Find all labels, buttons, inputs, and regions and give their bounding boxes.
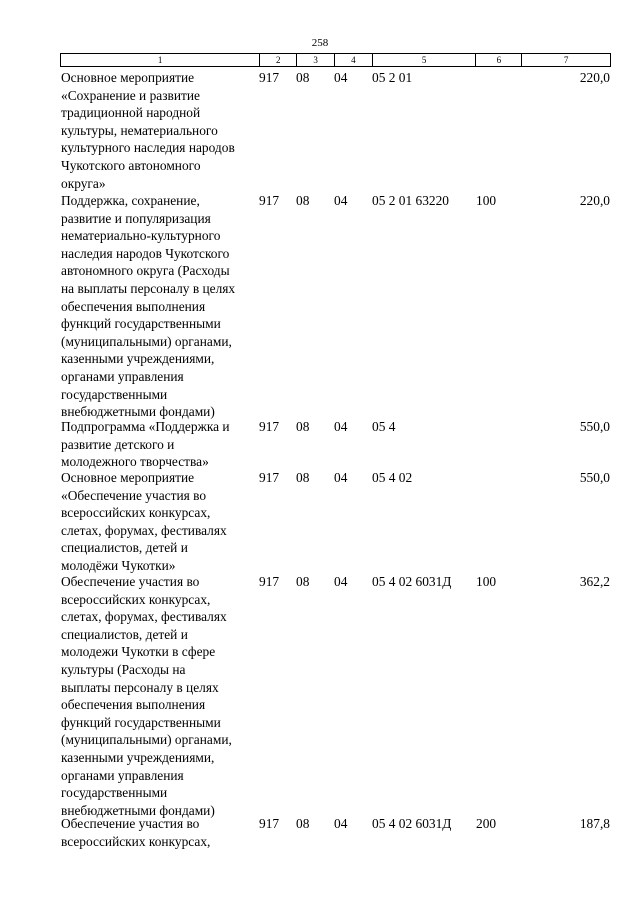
header-col-2: 2 [259, 54, 296, 66]
name-line: культуры (Расходы на [61, 661, 186, 677]
table-header [60, 53, 611, 67]
row-amount: 550,0 [579, 470, 610, 485]
name-line: молодежи Чукотки в сфере [61, 644, 216, 660]
name-line: выплаты персоналу в целях [61, 679, 219, 695]
row-code-3: 08 [296, 70, 310, 85]
name-line: традиционной народной [61, 105, 201, 121]
row-amount: 550,0 [579, 419, 610, 434]
row-name [60, 573, 259, 819]
header-col-7: 7 [521, 54, 610, 66]
row-code-6 [476, 469, 522, 575]
table-row [60, 69, 611, 192]
name-line: органами управления [61, 368, 184, 384]
name-line: обеспечения выполнения [61, 298, 206, 314]
name-line: специалистов, детей и [61, 626, 188, 642]
header-col-4: 4 [334, 54, 372, 66]
name-line: «Сохранение и развитие [61, 87, 200, 103]
name-line: наследия народов Чукотского [61, 245, 230, 261]
table-row [60, 418, 611, 471]
name-line: (муниципальными) органами, [61, 732, 232, 748]
name-line: обеспечения выполнения [61, 697, 206, 713]
name-line: внебюджетными фондами) [61, 802, 215, 818]
name-line: Поддержка, сохранение, [61, 193, 200, 208]
name-line: Основное мероприятие [61, 470, 195, 485]
name-line: молодежного творчества» [61, 454, 209, 470]
name-line: государственными [61, 785, 168, 801]
row-code-3: 08 [296, 816, 310, 831]
name-line: казенными учреждениями, [61, 749, 215, 765]
row-code-2: 917 [259, 816, 280, 831]
name-line: культуры, нематериального [61, 122, 218, 138]
name-line: слетах, форумах, фестивалях [61, 522, 227, 538]
row-amount: 220,0 [579, 70, 610, 85]
table-row [60, 573, 611, 819]
header-col-3: 3 [296, 54, 334, 66]
name-line: молодёжи Чукотки» [61, 557, 176, 573]
name-line: нематериально-культурного [61, 228, 221, 244]
name-line: Основное мероприятие [61, 70, 195, 85]
name-line: автономного округа (Расходы [61, 263, 230, 279]
row-name [60, 418, 259, 471]
name-line: Обеспечение участия во [61, 574, 200, 589]
header-col-1: 1 [157, 55, 163, 65]
name-line: округа» [61, 175, 106, 191]
row-amount: 220,0 [579, 193, 610, 208]
name-line: функций государственными [61, 316, 221, 332]
row-code-5: 05 2 01 63220 [372, 193, 449, 208]
name-line: функций государственными [61, 714, 221, 730]
row-code-2: 917 [259, 419, 280, 434]
page-number: 258 [311, 37, 329, 49]
table-row [60, 815, 611, 850]
name-line: культурного наследия народов [61, 140, 235, 156]
table-row [60, 192, 611, 421]
row-code-6 [476, 418, 522, 471]
row-code-3: 08 [296, 574, 310, 589]
row-code-4: 04 [334, 816, 348, 831]
row-code-3: 08 [296, 419, 310, 434]
name-line: Чукотского автономного [61, 157, 201, 173]
name-line: слетах, форумах, фестивалях [61, 609, 227, 625]
row-code-5: 05 4 02 6031Д [372, 574, 452, 589]
row-name [60, 469, 259, 575]
name-line: органами управления [61, 767, 184, 783]
row-code-3: 08 [296, 470, 310, 485]
row-name [60, 69, 259, 192]
row-code-6 [476, 69, 522, 192]
row-code-4: 04 [334, 574, 348, 589]
row-code-5: 05 2 01 [372, 70, 413, 85]
row-code-5: 05 4 02 [372, 470, 413, 485]
row-name [60, 192, 259, 421]
row-code-2: 917 [259, 193, 280, 208]
row-name [60, 815, 259, 850]
name-line: внебюджетными фондами) [61, 404, 215, 420]
name-line: развитие и популяризация [61, 210, 211, 226]
row-code-3: 08 [296, 193, 310, 208]
row-code-4: 04 [334, 193, 348, 208]
name-line: развитие детского и [61, 436, 175, 452]
name-line: казенными учреждениями, [61, 351, 215, 367]
row-code-2: 917 [259, 470, 280, 485]
name-line: всероссийских конкурсах, [61, 591, 211, 607]
name-line: государственными [61, 386, 168, 402]
row-code-4: 04 [334, 470, 348, 485]
name-line: всероссийских конкурсах, [61, 833, 211, 849]
row-code-4: 04 [334, 70, 348, 85]
name-line: на выплаты персоналу в целях [61, 280, 236, 296]
name-line: Обеспечение участия во [61, 816, 200, 831]
row-code-5: 05 4 02 6031Д [372, 816, 452, 831]
header-col-5: 5 [372, 54, 476, 66]
name-line: (муниципальными) органами, [61, 333, 232, 349]
name-line: всероссийских конкурсах, [61, 505, 211, 521]
row-amount: 362,2 [579, 574, 610, 589]
table-row [60, 469, 611, 575]
row-code-6: 100 [476, 193, 497, 208]
row-code-6: 100 [476, 574, 497, 589]
row-code-5: 05 4 [372, 419, 396, 434]
name-line: специалистов, детей и [61, 540, 188, 556]
row-code-2: 917 [259, 70, 280, 85]
name-line: Подпрограмма «Поддержка и [61, 419, 230, 434]
row-amount: 187,8 [579, 816, 610, 831]
row-code-6: 200 [476, 816, 497, 831]
row-code-2: 917 [259, 574, 280, 589]
row-code-4: 04 [334, 419, 348, 434]
header-col-6: 6 [475, 54, 521, 66]
name-line: «Обеспечение участия во [61, 487, 207, 503]
